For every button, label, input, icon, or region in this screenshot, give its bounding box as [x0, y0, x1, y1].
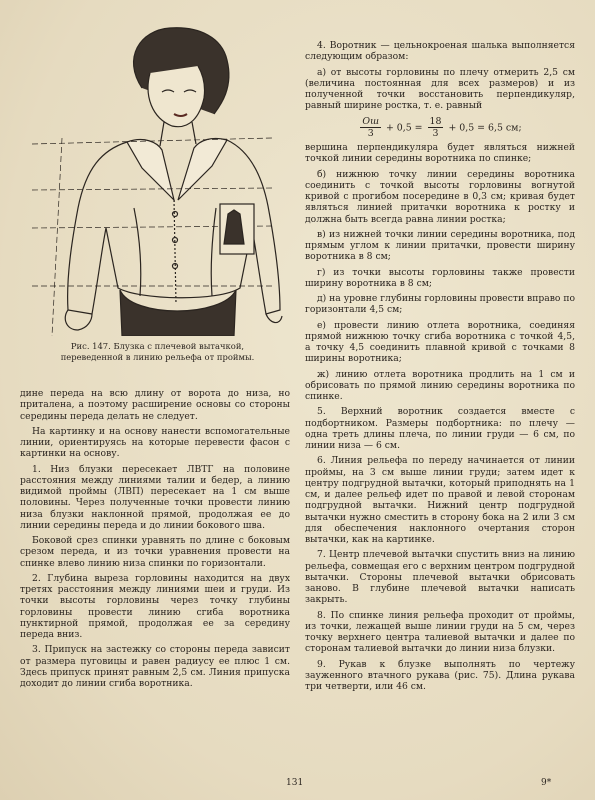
fraction: $\frac{18}{3}$	[429, 115, 442, 139]
right-paragraph: б) нижнюю точку линии середины воротника соединить с точкой высоты горловины вогнутой кривой с прогибом посередине в 0,3 см; кривая будет являться линией притачки воротника к ростку и должна быть всегда равна линии ростка;	[305, 168, 575, 225]
left-column	[20, 388, 290, 693]
signature-mark: 9*	[541, 778, 552, 788]
left-paragraph: 3. Припуск на застежку со стороны переда зависит от размера пуговицы и равен радиусу ее плюс 1 см. Здесь припуск принят равным 2,5 см. Линия припуска доходит до линии сгиба воротника.	[20, 644, 290, 689]
right-paragraph: 7. Центр плечевой вытачки спустить вниз на линию рельефа, совмещая его с верхним центром подгрудной вытачки. Стороны плечевой вытачки обрисовать заново. В глубине плечевой вытачки написать закрыть.	[305, 549, 575, 606]
right-paragraph: 5. Верхний воротник создается вместе с подбортником. Размеры подбортника: по плечу — одна треть длины плеча, по линии груди — 6 см, по линии низа — 6 см.	[305, 406, 575, 451]
right-column	[305, 40, 575, 696]
left-paragraph: На картинку и на основу нанести вспомогательные линии, ориентируясь на которые перевести фасон с картинки на основу.	[20, 425, 290, 460]
right-paragraph: вершина перпендикуляра будет являться нижней точкой линии середины воротника по спинке;	[305, 142, 575, 165]
blouse-illustration	[22, 18, 284, 336]
left-paragraph: 2. Глубина выреза горловины находится на двух третях расстояния между линиями шеи и груди. Из точки высоты горловины через точку глубины горловины провести линию сгиба воротника пунктирной прямой, продолжая ее за середину переда вниз.	[20, 572, 290, 640]
blouse-drawing	[22, 18, 284, 336]
page-number: 131	[286, 778, 304, 788]
right-paragraph: г) из точки высоты горловины также провести ширину воротника в 8 см;	[305, 266, 575, 289]
right-paragraph: в) из нижней точки линии середины воротника, под прямым углом к линии притачки, провести ширину воротника в 8 см;	[305, 228, 575, 263]
fraction: $\frac{Ош}{3}$	[362, 115, 379, 139]
left-paragraph: 1. Низ блузки пересекает ЛВТГ на половине расстояния между линиями талии и бедер, а линию видимой проймы (ЛВП) пересекает на 1 см выше половины. Через полученные точки провести линию низа блузки наклонной прямой, продолжая ее до линии середины переда и до линии бокового шва.	[20, 463, 290, 531]
right-paragraph: д) на уровне глубины горловины провести вправо по горизонтали 4,5 см;	[305, 293, 575, 316]
collar-width-formula: $\frac{Ош}{3}$ + 0,5 = $\frac{18}{3}$ + 0,5 = 6,5 см;	[362, 115, 522, 139]
right-paragraph: а) от высоты горловины по плечу отмерить 2,5 см (величина постоянная для всех размеров) и из полученной точки восстановить перпендикуляр, равный ширине ростка, т. е. равный	[305, 66, 575, 112]
right-paragraph: 9. Рукав к блузке выполнять по чертежу зауженного втачного рукава (рис. 75). Длина рукава три четверти, или 46 см.	[305, 658, 575, 692]
right-paragraph: ж) линию отлета воротника продлить на 1 см и обрисовать по прямой линию середины воротника по спинке.	[305, 368, 575, 402]
right-paragraph: 6. Линия рельефа по переду начинается от линии проймы, на 3 см выше линии груди; затем идет к центру подгрудной вытачки, который приподнять на 1 см, и далее рельеф идет по правой и левой сторонам подгрудной вытачки. Нижний центр подгрудной вытачки нужно сместить в сторону бока на 2 или 3 см для обеспечения наклонного очертания сторон вытачки, как на картинке.	[305, 455, 575, 545]
right-paragraph: 8. По спинке линия рельефа проходит от проймы, из точки, лежащей выше линии груди на 5 см, через точку верхнего центра талиевой вытачки и далее по сторонам талиевой вытачки до линии низа блузки.	[305, 609, 575, 655]
right-paragraph: 4. Воротник — цельнокроеная шалька выполняется следующим образом:	[305, 40, 575, 63]
right-paragraph: е) провести линию отлета воротника, соединяя прямой нижнюю точку сгиба воротника с точкой 4,5, а точку 4,5 соединить плавной кривой с точками 8 ширины воротника;	[305, 319, 575, 365]
left-paragraph: Боковой срез спинки уравнять по длине с боковым срезом переда, и из точки уравнения провести на спинке влево линию низа спинки по горизонтали.	[20, 535, 290, 569]
figure-caption: Рис. 147. Блузка с плечевой вытачкой, переведенной в линию рельефа от проймы.	[60, 341, 255, 362]
left-paragraph: дине переда на всю длину от ворота до низа, но приталена, а поэтому расширение основы со стороны середины переда делать не следует.	[20, 388, 290, 422]
